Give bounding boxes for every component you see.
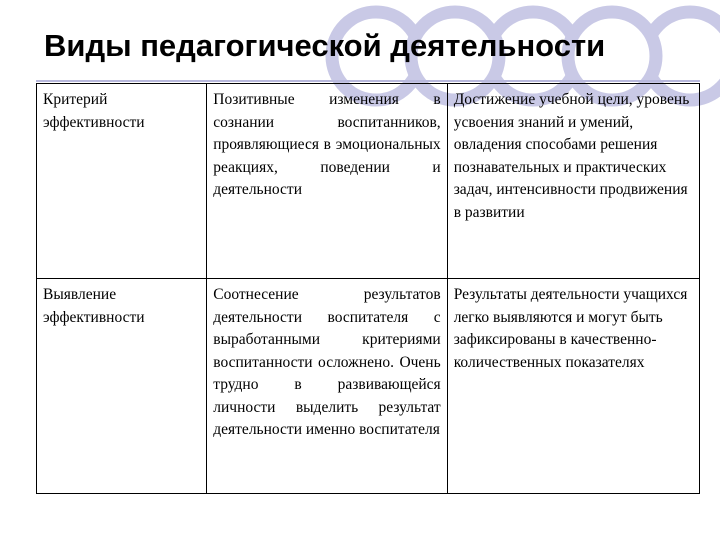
educator-cell: Соотнесение результатов деятельности воспитателя с выработанными критериями воспитанности осложнено. Очень трудно в развивающейся личности выделить результат деятельности именно воспитателя (207, 279, 447, 494)
teacher-cell: Результаты деятельности учащихся легко выявляются и могут быть зафиксированы в качественно-количественных показателях (447, 279, 699, 494)
teacher-cell: Достижение учебной цели, уровень усвоения знаний и умений, овладения способами решения познавательных и практических задач, интенсивности продвижения в развитии (447, 84, 699, 279)
criterion-cell: Выявление эффективности (37, 279, 207, 494)
educator-cell: Позитивные изменения в сознании воспитанников, проявляющиеся в эмоциональных реакциях, поведении и деятельности (207, 84, 447, 279)
table-row (37, 84, 700, 279)
table-row (37, 279, 700, 494)
title-divider (36, 80, 700, 82)
comparison-table (36, 83, 700, 494)
page-title: Виды педагогической деятельности (44, 28, 606, 63)
criterion-cell: Критерий эффективности (37, 84, 207, 279)
